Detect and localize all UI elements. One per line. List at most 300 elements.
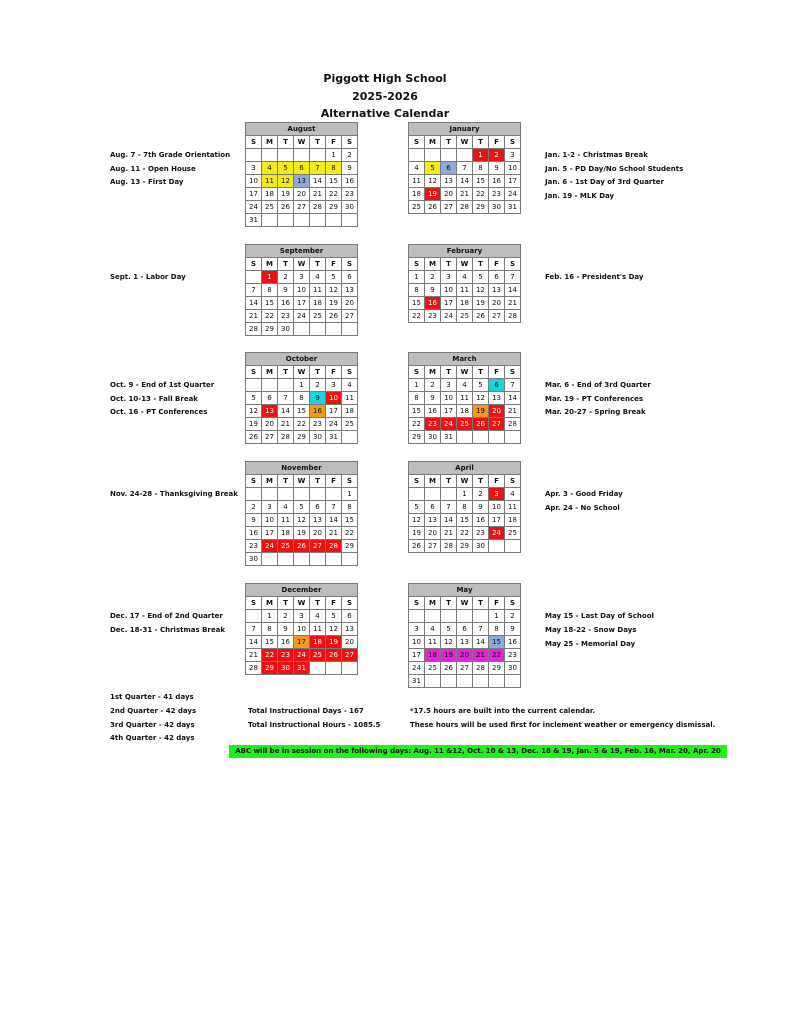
day-cell: 20 xyxy=(310,527,326,540)
note-jan-q3-start: Jan. 6 - 1st Day of 3rd Quarter xyxy=(545,178,664,186)
weekday-row xyxy=(246,597,358,610)
week-row xyxy=(409,514,521,527)
day-cell: 15 xyxy=(409,405,425,418)
week-row xyxy=(246,175,358,188)
day-cell: 5 xyxy=(326,271,342,284)
month-name: December xyxy=(246,584,358,597)
weekday-label: F xyxy=(489,475,505,488)
day-cell: 3 xyxy=(505,149,521,162)
day-cell: 6 xyxy=(457,623,473,636)
day-cell: 11 xyxy=(425,636,441,649)
week-row xyxy=(409,310,521,323)
weekday-label: M xyxy=(425,475,441,488)
day-cell: 31 xyxy=(505,201,521,214)
day-cell: 11 xyxy=(457,392,473,405)
day-cell: 2 xyxy=(505,610,521,623)
day-cell: 28 xyxy=(310,201,326,214)
hours-note: *17.5 hours are built into the current calendar. xyxy=(410,707,596,715)
day-cell: 17 xyxy=(505,175,521,188)
day-cell: 3 xyxy=(489,488,505,501)
month-header-row xyxy=(409,584,521,597)
weekday-label: T xyxy=(278,597,294,610)
note-oct-end-q1: Oct. 9 - End of 1st Quarter xyxy=(110,381,215,389)
day-cell: 24 xyxy=(294,649,310,662)
day-cell: 15 xyxy=(294,405,310,418)
day-cell: 13 xyxy=(262,405,278,418)
weekday-label: W xyxy=(457,258,473,271)
day-cell: 7 xyxy=(246,284,262,297)
weekday-row xyxy=(409,258,521,271)
day-cell: 22 xyxy=(326,188,342,201)
day-cell: 12 xyxy=(425,175,441,188)
day-cell: 15 xyxy=(457,514,473,527)
empty-day-cell xyxy=(409,488,425,501)
day-cell: 15 xyxy=(489,636,505,649)
day-cell: 5 xyxy=(425,162,441,175)
day-cell: 7 xyxy=(505,379,521,392)
week-row xyxy=(409,271,521,284)
day-cell: 26 xyxy=(425,201,441,214)
day-cell: 10 xyxy=(246,175,262,188)
day-cell: 15 xyxy=(262,297,278,310)
day-cell: 9 xyxy=(425,392,441,405)
week-row xyxy=(246,405,358,418)
month-calendar-april xyxy=(408,461,521,553)
day-cell: 12 xyxy=(294,514,310,527)
weekday-label: S xyxy=(505,475,521,488)
weekday-label: M xyxy=(262,597,278,610)
day-cell: 3 xyxy=(294,271,310,284)
day-cell: 5 xyxy=(278,162,294,175)
weekday-label: T xyxy=(310,597,326,610)
empty-day-cell xyxy=(310,553,326,566)
empty-day-cell xyxy=(246,610,262,623)
day-cell: 30 xyxy=(425,431,441,444)
day-cell: 24 xyxy=(326,418,342,431)
day-cell: 4 xyxy=(425,623,441,636)
weekday-row xyxy=(409,475,521,488)
day-cell: 10 xyxy=(294,284,310,297)
month-calendar-december xyxy=(245,583,358,675)
day-cell: 28 xyxy=(457,201,473,214)
day-cell: 15 xyxy=(262,636,278,649)
day-cell: 26 xyxy=(294,540,310,553)
day-cell: 29 xyxy=(262,662,278,675)
month-calendar-february xyxy=(408,244,521,323)
note-aug-open-house: Aug. 11 - Open House xyxy=(110,165,196,173)
day-cell: 23 xyxy=(278,310,294,323)
day-cell: 10 xyxy=(326,392,342,405)
day-cell: 5 xyxy=(294,501,310,514)
day-cell: 8 xyxy=(473,162,489,175)
weekday-label: T xyxy=(310,258,326,271)
note-may-memorial-day: May 25 - Memorial Day xyxy=(545,640,636,648)
day-cell: 6 xyxy=(294,162,310,175)
week-row xyxy=(246,162,358,175)
day-cell: 30 xyxy=(246,553,262,566)
month-header-row xyxy=(409,462,521,475)
hours-note-inclement: These hours will be used first for inclement weather or emergency dismissal. xyxy=(410,721,716,729)
day-cell: 31 xyxy=(246,214,262,227)
day-cell: 28 xyxy=(505,418,521,431)
empty-day-cell xyxy=(246,488,262,501)
day-cell: 10 xyxy=(489,501,505,514)
month-header-row xyxy=(246,353,358,366)
empty-day-cell xyxy=(262,488,278,501)
weekday-row xyxy=(246,366,358,379)
weekday-label: W xyxy=(457,597,473,610)
day-cell: 22 xyxy=(409,310,425,323)
weekday-label: T xyxy=(441,475,457,488)
day-cell: 3 xyxy=(441,379,457,392)
day-cell: 18 xyxy=(310,297,326,310)
day-cell: 12 xyxy=(326,623,342,636)
empty-day-cell xyxy=(409,610,425,623)
weekday-label: F xyxy=(489,366,505,379)
day-cell: 8 xyxy=(409,284,425,297)
day-cell: 28 xyxy=(246,323,262,336)
week-row xyxy=(246,271,358,284)
day-cell: 30 xyxy=(342,201,358,214)
day-cell: 9 xyxy=(246,514,262,527)
note-mar-spring-break: Mar. 20-27 - Spring Break xyxy=(545,408,646,416)
weekday-row xyxy=(409,597,521,610)
day-cell: 19 xyxy=(246,418,262,431)
day-cell: 3 xyxy=(294,610,310,623)
day-cell: 5 xyxy=(441,623,457,636)
weekday-label: F xyxy=(326,475,342,488)
day-cell: 20 xyxy=(489,405,505,418)
month-header-row xyxy=(409,123,521,136)
day-cell: 3 xyxy=(326,379,342,392)
month-name: August xyxy=(246,123,358,136)
weekday-label: S xyxy=(409,136,425,149)
day-cell: 16 xyxy=(278,636,294,649)
day-cell: 15 xyxy=(342,514,358,527)
day-cell: 11 xyxy=(262,175,278,188)
day-cell: 18 xyxy=(409,188,425,201)
month-name: January xyxy=(409,123,521,136)
empty-day-cell xyxy=(278,149,294,162)
empty-day-cell xyxy=(457,149,473,162)
day-cell: 2 xyxy=(425,271,441,284)
note-oct-pt-conferences: Oct. 16 - PT Conferences xyxy=(110,408,208,416)
day-cell: 10 xyxy=(441,392,457,405)
weekday-label: M xyxy=(425,597,441,610)
month-header-row xyxy=(246,245,358,258)
day-cell: 26 xyxy=(326,310,342,323)
day-cell: 11 xyxy=(278,514,294,527)
week-row xyxy=(246,392,358,405)
day-cell: 28 xyxy=(246,662,262,675)
day-cell: 3 xyxy=(441,271,457,284)
day-cell: 18 xyxy=(262,188,278,201)
note-dec-christmas-break: Dec. 18-31 - Christmas Break xyxy=(110,626,225,634)
week-row xyxy=(409,188,521,201)
month-header-row xyxy=(246,584,358,597)
day-cell: 1 xyxy=(262,610,278,623)
month-name: September xyxy=(246,245,358,258)
day-cell: 10 xyxy=(294,623,310,636)
day-cell: 6 xyxy=(342,271,358,284)
day-cell: 17 xyxy=(262,527,278,540)
week-row xyxy=(246,553,358,566)
day-cell: 25 xyxy=(425,662,441,675)
day-cell: 26 xyxy=(473,310,489,323)
weekday-label: T xyxy=(473,475,489,488)
empty-day-cell xyxy=(262,379,278,392)
day-cell: 16 xyxy=(489,175,505,188)
day-cell: 28 xyxy=(505,310,521,323)
day-cell: 28 xyxy=(326,540,342,553)
day-cell: 7 xyxy=(457,162,473,175)
month-name: May xyxy=(409,584,521,597)
note-oct-fall-break: Oct. 10-13 - Fall Break xyxy=(110,395,198,403)
day-cell: 17 xyxy=(441,297,457,310)
week-row xyxy=(246,527,358,540)
day-cell: 16 xyxy=(246,527,262,540)
week-row xyxy=(409,297,521,310)
day-cell: 25 xyxy=(278,540,294,553)
day-cell: 24 xyxy=(441,418,457,431)
week-row xyxy=(246,488,358,501)
day-cell: 7 xyxy=(246,623,262,636)
weekday-row xyxy=(246,136,358,149)
week-row xyxy=(246,214,358,227)
weekday-row xyxy=(409,136,521,149)
day-cell: 22 xyxy=(294,418,310,431)
empty-day-cell xyxy=(294,323,310,336)
day-cell: 25 xyxy=(310,649,326,662)
day-cell: 7 xyxy=(505,271,521,284)
day-cell: 26 xyxy=(278,201,294,214)
empty-day-cell xyxy=(310,149,326,162)
day-cell: 14 xyxy=(505,284,521,297)
day-cell: 14 xyxy=(278,405,294,418)
empty-day-cell xyxy=(310,662,326,675)
day-cell: 29 xyxy=(294,431,310,444)
weekday-row xyxy=(409,366,521,379)
day-cell: 11 xyxy=(409,175,425,188)
empty-day-cell xyxy=(425,149,441,162)
empty-day-cell xyxy=(294,214,310,227)
week-row xyxy=(246,540,358,553)
week-row xyxy=(246,649,358,662)
weekday-label: S xyxy=(342,136,358,149)
day-cell: 7 xyxy=(473,623,489,636)
day-cell: 14 xyxy=(473,636,489,649)
day-cell: 24 xyxy=(409,662,425,675)
day-cell: 13 xyxy=(310,514,326,527)
empty-day-cell xyxy=(441,488,457,501)
day-cell: 10 xyxy=(505,162,521,175)
day-cell: 22 xyxy=(262,310,278,323)
day-cell: 19 xyxy=(473,405,489,418)
weekday-label: W xyxy=(294,136,310,149)
weekday-label: S xyxy=(505,136,521,149)
weekday-label: T xyxy=(310,136,326,149)
month-calendar-october xyxy=(245,352,358,444)
empty-day-cell xyxy=(310,323,326,336)
empty-day-cell xyxy=(342,431,358,444)
day-cell: 4 xyxy=(310,610,326,623)
day-cell: 20 xyxy=(425,527,441,540)
day-cell: 29 xyxy=(262,323,278,336)
day-cell: 20 xyxy=(457,649,473,662)
weekday-label: F xyxy=(489,597,505,610)
month-calendar-august xyxy=(245,122,358,227)
week-row xyxy=(246,149,358,162)
day-cell: 20 xyxy=(342,636,358,649)
day-cell: 14 xyxy=(246,297,262,310)
day-cell: 9 xyxy=(473,501,489,514)
day-cell: 13 xyxy=(294,175,310,188)
day-cell: 22 xyxy=(489,649,505,662)
weekday-label: W xyxy=(457,366,473,379)
day-cell: 1 xyxy=(342,488,358,501)
day-cell: 23 xyxy=(425,418,441,431)
day-cell: 6 xyxy=(262,392,278,405)
weekday-label: W xyxy=(294,258,310,271)
day-cell: 13 xyxy=(489,392,505,405)
day-cell: 27 xyxy=(342,310,358,323)
day-cell: 30 xyxy=(278,323,294,336)
day-cell: 12 xyxy=(246,405,262,418)
day-cell: 8 xyxy=(409,392,425,405)
day-cell: 11 xyxy=(310,623,326,636)
note-may-last-day: May 15 - Last Day of School xyxy=(545,612,654,620)
week-row xyxy=(246,201,358,214)
day-cell: 1 xyxy=(409,271,425,284)
abc-session-banner: ABC will be in session on the following days: Aug. 11 &12, Oct. 10 & 13, Dec. 18 & 19, Jan. 5 & 19, Feb. 16, Mar. 20, Apr. 20 xyxy=(229,745,727,758)
week-row xyxy=(246,310,358,323)
note-aug-orientation: Aug. 7 - 7th Grade Orientation xyxy=(110,151,231,159)
day-cell: 21 xyxy=(326,527,342,540)
day-cell: 23 xyxy=(310,418,326,431)
week-row xyxy=(409,162,521,175)
day-cell: 13 xyxy=(342,623,358,636)
day-cell: 2 xyxy=(310,379,326,392)
empty-day-cell xyxy=(457,431,473,444)
total-instructional-days: Total Instructional Days - 167 xyxy=(248,707,364,715)
quarter-3-days: 3rd Quarter - 42 days xyxy=(110,721,195,729)
weekday-label: S xyxy=(505,258,521,271)
day-cell: 24 xyxy=(489,527,505,540)
day-cell: 27 xyxy=(294,201,310,214)
day-cell: 18 xyxy=(505,514,521,527)
weekday-label: F xyxy=(326,258,342,271)
weekday-label: S xyxy=(246,258,262,271)
week-row xyxy=(246,610,358,623)
day-cell: 28 xyxy=(278,431,294,444)
week-row xyxy=(409,527,521,540)
empty-day-cell xyxy=(441,610,457,623)
month-name: March xyxy=(409,353,521,366)
day-cell: 4 xyxy=(457,271,473,284)
weekday-label: T xyxy=(278,258,294,271)
day-cell: 22 xyxy=(342,527,358,540)
day-cell: 13 xyxy=(489,284,505,297)
day-cell: 9 xyxy=(342,162,358,175)
day-cell: 30 xyxy=(489,201,505,214)
empty-day-cell xyxy=(294,149,310,162)
weekday-label: S xyxy=(246,366,262,379)
day-cell: 11 xyxy=(505,501,521,514)
weekday-label: T xyxy=(473,258,489,271)
day-cell: 26 xyxy=(441,662,457,675)
weekday-label: M xyxy=(425,366,441,379)
week-row xyxy=(246,297,358,310)
note-jan-christmas-break: Jan. 1-2 - Christmas Break xyxy=(545,151,648,159)
day-cell: 23 xyxy=(505,649,521,662)
day-cell: 20 xyxy=(294,188,310,201)
empty-day-cell xyxy=(342,553,358,566)
day-cell: 25 xyxy=(457,418,473,431)
week-row xyxy=(246,379,358,392)
note-jan-mlk-day: Jan. 19 - MLK Day xyxy=(545,192,615,200)
day-cell: 24 xyxy=(294,310,310,323)
day-cell: 27 xyxy=(342,649,358,662)
day-cell: 5 xyxy=(246,392,262,405)
empty-day-cell xyxy=(505,540,521,553)
week-row xyxy=(246,636,358,649)
day-cell: 30 xyxy=(310,431,326,444)
day-cell: 8 xyxy=(294,392,310,405)
day-cell: 29 xyxy=(326,201,342,214)
day-cell: 30 xyxy=(505,662,521,675)
day-cell: 3 xyxy=(409,623,425,636)
day-cell: 17 xyxy=(246,188,262,201)
day-cell: 21 xyxy=(246,649,262,662)
day-cell: 15 xyxy=(473,175,489,188)
day-cell: 15 xyxy=(409,297,425,310)
month-header-row xyxy=(409,353,521,366)
day-cell: 17 xyxy=(409,649,425,662)
month-calendar-january xyxy=(408,122,521,214)
week-row xyxy=(409,431,521,444)
day-cell: 21 xyxy=(246,310,262,323)
day-cell: 13 xyxy=(342,284,358,297)
empty-day-cell xyxy=(342,214,358,227)
day-cell: 19 xyxy=(409,527,425,540)
weekday-label: F xyxy=(326,366,342,379)
day-cell: 10 xyxy=(441,284,457,297)
weekday-label: T xyxy=(473,597,489,610)
quarter-1-days: 1st Quarter - 41 days xyxy=(110,693,194,701)
day-cell: 12 xyxy=(409,514,425,527)
day-cell: 25 xyxy=(505,527,521,540)
week-row xyxy=(409,392,521,405)
day-cell: 21 xyxy=(441,527,457,540)
day-cell: 14 xyxy=(326,514,342,527)
empty-day-cell xyxy=(294,553,310,566)
note-sept-labor-day: Sept. 1 - Labor Day xyxy=(110,273,186,281)
day-cell: 24 xyxy=(505,188,521,201)
day-cell: 18 xyxy=(278,527,294,540)
day-cell: 24 xyxy=(262,540,278,553)
day-cell: 21 xyxy=(473,649,489,662)
day-cell: 15 xyxy=(326,175,342,188)
week-row xyxy=(409,623,521,636)
day-cell: 9 xyxy=(278,623,294,636)
day-cell: 16 xyxy=(473,514,489,527)
day-cell: 12 xyxy=(278,175,294,188)
week-row xyxy=(409,501,521,514)
day-cell: 27 xyxy=(262,431,278,444)
weekday-label: S xyxy=(342,366,358,379)
weekday-label: S xyxy=(409,258,425,271)
day-cell: 6 xyxy=(489,379,505,392)
